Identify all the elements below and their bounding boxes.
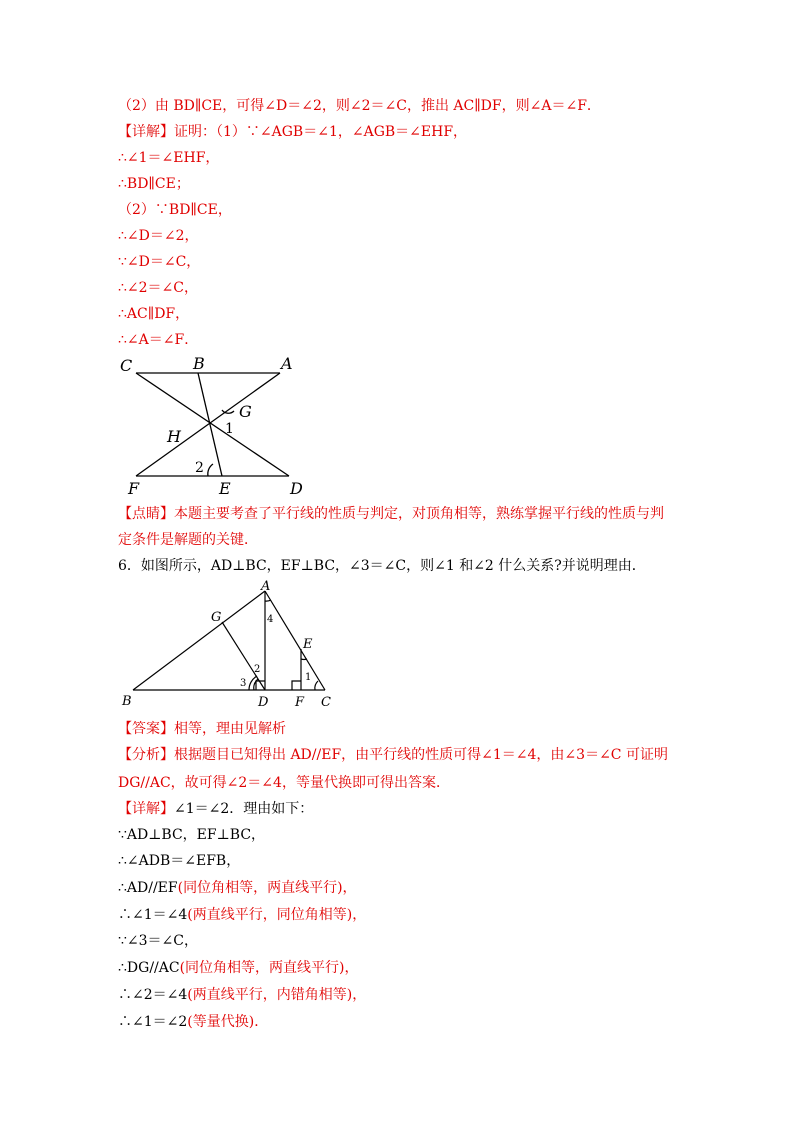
answer-tag: 【答案】 — [118, 721, 174, 737]
detail-step-line: ∴∠1＝∠4(两直线平行，同位角相等)， — [118, 907, 367, 923]
answer-line: 【答案】相等，理由见解析 — [118, 721, 286, 737]
analysis-line: 【分析】根据题目已知得出 AD//EF，由平行线的性质可得∠1＝∠4，由∠3＝∠C 可证明 — [118, 747, 668, 763]
detail-step-line: ∴∠1＝∠2(等量代换)． — [118, 1014, 269, 1030]
label-G: G — [239, 402, 252, 421]
detail-tag: 【详解】 — [118, 124, 174, 140]
label-angle-1: 1 — [305, 672, 312, 683]
detail-step-line: ∴∠ADB＝∠EFB， — [118, 853, 241, 869]
proof-step-line: 【详解】证明：（1）∵∠AGB＝∠1，∠AGB＝∠EHF， — [118, 124, 468, 140]
label-F: F — [295, 695, 305, 710]
analysis-line: DG//AC，故可得∠2＝∠4，等量代换即可得出答案． — [118, 775, 450, 791]
detail-step-line: ∴AD//EF(同位角相等，两直线平行)， — [118, 880, 357, 896]
proof-step-line: ∴BD∥CE； — [118, 176, 190, 192]
proof-step-line: （2）由 BD∥CE，可得∠D＝∠2，则∠2＝∠C，推出 AC∥DF，则∠A＝∠F． — [118, 98, 601, 114]
label-B: B — [122, 694, 132, 709]
label-A: A — [261, 579, 271, 594]
detail-step-line: ∵AD⊥BC，EF⊥BC， — [118, 827, 266, 843]
proof-step-line: ∴∠A＝∠F． — [118, 332, 199, 348]
label-angle-2: 2 — [254, 664, 261, 675]
label-D: D — [290, 479, 303, 498]
label-C: C — [120, 356, 133, 375]
label-H: H — [167, 427, 181, 446]
label-A: A — [281, 354, 293, 373]
label-E: E — [219, 479, 231, 498]
label-angle-2: 2 — [195, 460, 204, 476]
proof-step-line: ∴∠D＝∠2， — [118, 228, 199, 244]
proof-step-line: ∴∠1＝∠EHF， — [118, 150, 220, 166]
detail-head-line: 【详解】∠1＝∠2．理由如下： — [118, 801, 314, 817]
question-6: 6．如图所示，AD⊥BC，EF⊥BC，∠3＝∠C，则∠1 和∠2 什么关系?并说明理由． — [118, 558, 646, 574]
label-angle-4: 4 — [267, 614, 274, 625]
note-tag: 【点睛】 — [118, 506, 174, 522]
label-G: G — [211, 610, 222, 625]
label-E: E — [303, 637, 313, 652]
proof-step-line: ∴AC∥DF， — [118, 306, 190, 322]
note-line: 【点睛】本题主要考查了平行线的性质与判定，对顶角相等，熟练掌握平行线的性质与判 — [118, 506, 664, 522]
label-angle-3: 3 — [240, 678, 247, 689]
analysis-tag: 【分析】 — [118, 747, 174, 763]
label-D: D — [258, 695, 269, 710]
detail-step-line: ∵∠3＝∠C， — [118, 933, 198, 949]
detail-tag: 【详解】 — [118, 801, 174, 817]
proof-step-line: （2）∵BD∥CE， — [118, 202, 232, 218]
note-line: 定条件是解题的关键． — [118, 532, 258, 548]
label-F: F — [128, 479, 140, 498]
proof-step-line: ∵∠D＝∠C， — [118, 254, 201, 270]
label-C: C — [321, 695, 331, 710]
label-angle-1: 1 — [225, 421, 234, 437]
detail-step-line: ∴∠2＝∠4(两直线平行，内错角相等)， — [118, 987, 367, 1003]
label-B: B — [193, 354, 205, 373]
proof-step-line: ∴∠2＝∠C， — [118, 280, 198, 296]
detail-step-line: ∴DG//AC(同位角相等，两直线平行)， — [118, 960, 359, 976]
